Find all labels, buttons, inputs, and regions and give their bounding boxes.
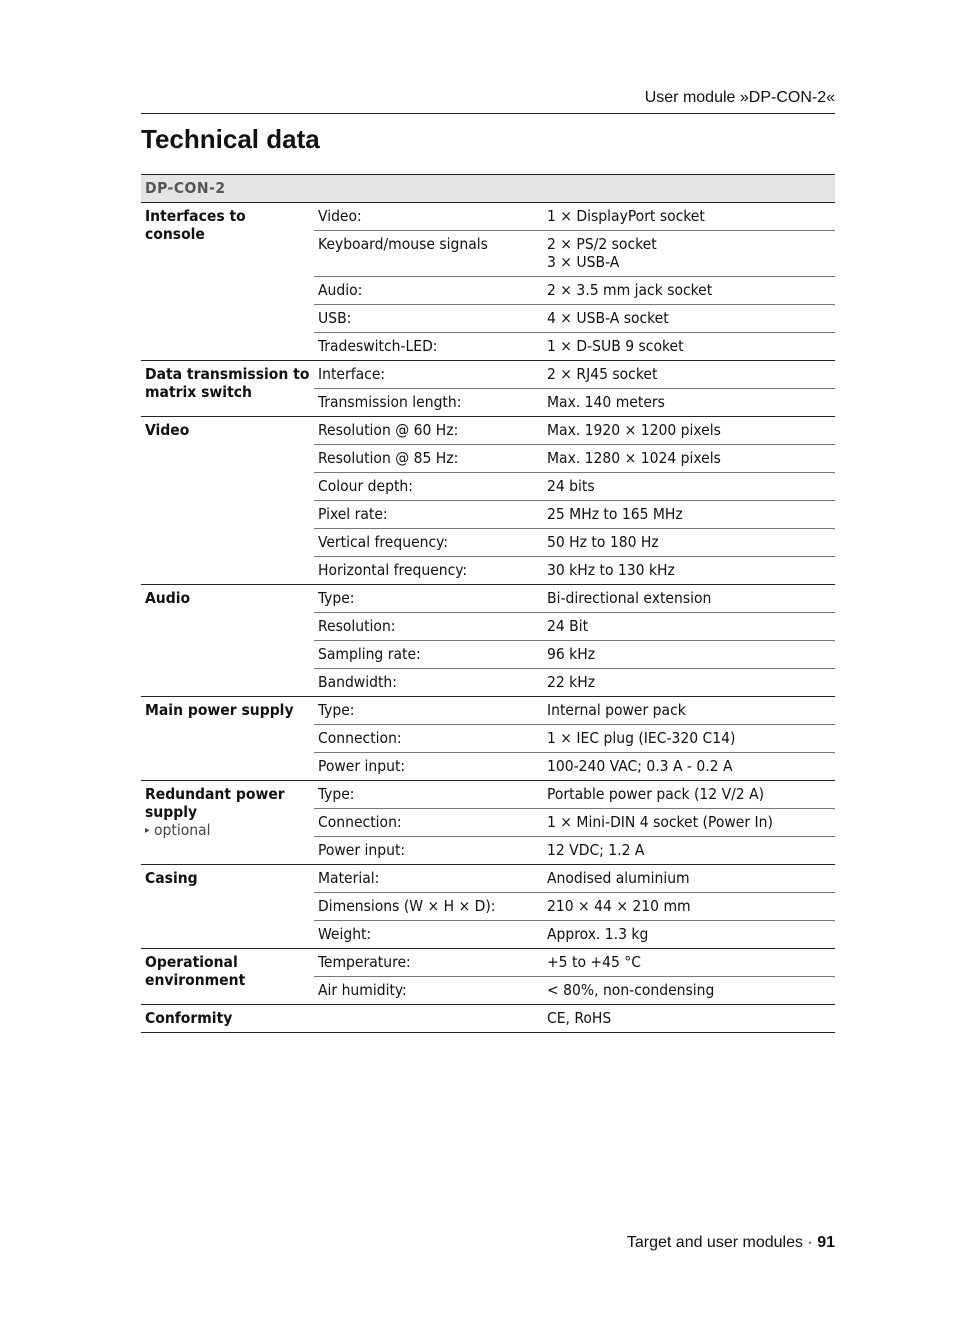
spec-label: Power input: [314, 837, 543, 865]
spec-label: Type: [314, 697, 543, 725]
spec-value: 24 Bit [543, 613, 835, 641]
spec-label: Resolution: [314, 613, 543, 641]
spec-value: Max. 1920 × 1200 pixels [543, 417, 835, 445]
category-casing: Casing [141, 865, 314, 949]
spec-value: 25 MHz to 165 MHz [543, 501, 835, 529]
optional-note-text: optional [153, 821, 211, 839]
spec-value: < 80%, non-condensing [543, 977, 835, 1005]
spec-value: 24 bits [543, 473, 835, 501]
spec-label: Type: [314, 585, 543, 613]
category-interfaces-to-console: Interfaces to console [141, 203, 314, 361]
spec-label: Transmission length: [314, 389, 543, 417]
header-rule [141, 113, 835, 114]
spec-value: Max. 140 meters [543, 389, 835, 417]
spec-label: Vertical frequency: [314, 529, 543, 557]
spec-row [141, 361, 835, 389]
spec-row [141, 781, 835, 809]
spec-row [141, 865, 835, 893]
running-header: User module »DP-CON-2« [644, 89, 835, 106]
optional-note [145, 821, 310, 840]
category-data-transmission: Data transmission to matrix switch [141, 361, 314, 417]
technical-data-table [141, 174, 835, 1033]
spec-value [543, 231, 835, 277]
page-number: 91 [817, 1234, 835, 1251]
spec-label: Connection: [314, 809, 543, 837]
spec-label: Interface: [314, 361, 543, 389]
spec-label: Tradeswitch-LED: [314, 333, 543, 361]
spec-label: Pixel rate: [314, 501, 543, 529]
footer-section: Target and user modules · [626, 1234, 818, 1251]
spec-label: Sampling rate: [314, 641, 543, 669]
spec-row [141, 585, 835, 613]
category-audio: Audio [141, 585, 314, 697]
spec-row [141, 417, 835, 445]
spec-value: 1 × D-SUB 9 scoket [543, 333, 835, 361]
spec-label: Audio: [314, 277, 543, 305]
spec-label: Horizontal frequency: [314, 557, 543, 585]
spec-value: 2 × RJ45 socket [543, 361, 835, 389]
spec-value: 30 kHz to 130 kHz [543, 557, 835, 585]
spec-value: Bi-directional extension [543, 585, 835, 613]
spec-label: Resolution @ 60 Hz: [314, 417, 543, 445]
spec-value: 1 × IEC plug (IEC-320 C14) [543, 725, 835, 753]
spec-row [141, 949, 835, 977]
spec-label: Temperature: [314, 949, 543, 977]
spec-value: 210 × 44 × 210 mm [543, 893, 835, 921]
spec-value: Approx. 1.3 kg [543, 921, 835, 949]
product-header-row [141, 175, 835, 203]
spec-value: 4 × USB-A socket [543, 305, 835, 333]
category-conformity: Conformity [141, 1005, 314, 1033]
category-operational-environment: Operational environment [141, 949, 314, 1005]
spec-value: CE, RoHS [543, 1005, 835, 1033]
spec-label: Type: [314, 781, 543, 809]
spec-value-line: 2 × PS/2 socket [547, 235, 657, 253]
spec-label: Bandwidth: [314, 669, 543, 697]
spec-value-line: 3 × USB-A [547, 253, 620, 271]
spec-label: Dimensions (W × H × D): [314, 893, 543, 921]
spec-row [141, 697, 835, 725]
spec-label: Weight: [314, 921, 543, 949]
spec-value: Anodised aluminium [543, 865, 835, 893]
spec-label: Keyboard/mouse signals [314, 231, 543, 277]
spec-value: 96 kHz [543, 641, 835, 669]
spec-value: Max. 1280 × 1024 pixels [543, 445, 835, 473]
spec-value: 100-240 VAC; 0.3 A - 0.2 A [543, 753, 835, 781]
category-video: Video [141, 417, 314, 585]
category-main-power-supply: Main power supply [141, 697, 314, 781]
spec-value: 22 kHz [543, 669, 835, 697]
spec-value: 1 × DisplayPort socket [543, 203, 835, 231]
triangle-right-icon: ▸ [145, 825, 150, 836]
spec-label: Colour depth: [314, 473, 543, 501]
spec-label: Air humidity: [314, 977, 543, 1005]
spec-row [141, 1005, 835, 1033]
spec-label [314, 1005, 543, 1033]
spec-value: 50 Hz to 180 Hz [543, 529, 835, 557]
spec-row [141, 203, 835, 231]
spec-value: 2 × 3.5 mm jack socket [543, 277, 835, 305]
spec-value: 1 × Mini-DIN 4 socket (Power In) [543, 809, 835, 837]
page-title: Technical data [141, 124, 320, 154]
spec-label: Material: [314, 865, 543, 893]
spec-label: Connection: [314, 725, 543, 753]
spec-label: USB: [314, 305, 543, 333]
category-redundant-power-supply [141, 781, 314, 865]
spec-label: Video: [314, 203, 543, 231]
product-name: DP-CON-2 [141, 175, 835, 203]
spec-label: Power input: [314, 753, 543, 781]
spec-label: Resolution @ 85 Hz: [314, 445, 543, 473]
spec-value: Internal power pack [543, 697, 835, 725]
page-footer [141, 1234, 835, 1252]
spec-value: Portable power pack (12 V/2 A) [543, 781, 835, 809]
spec-value: +5 to +45 °C [543, 949, 835, 977]
spec-value: 12 VDC; 1.2 A [543, 837, 835, 865]
category-label: Redundant power supply [145, 785, 285, 821]
